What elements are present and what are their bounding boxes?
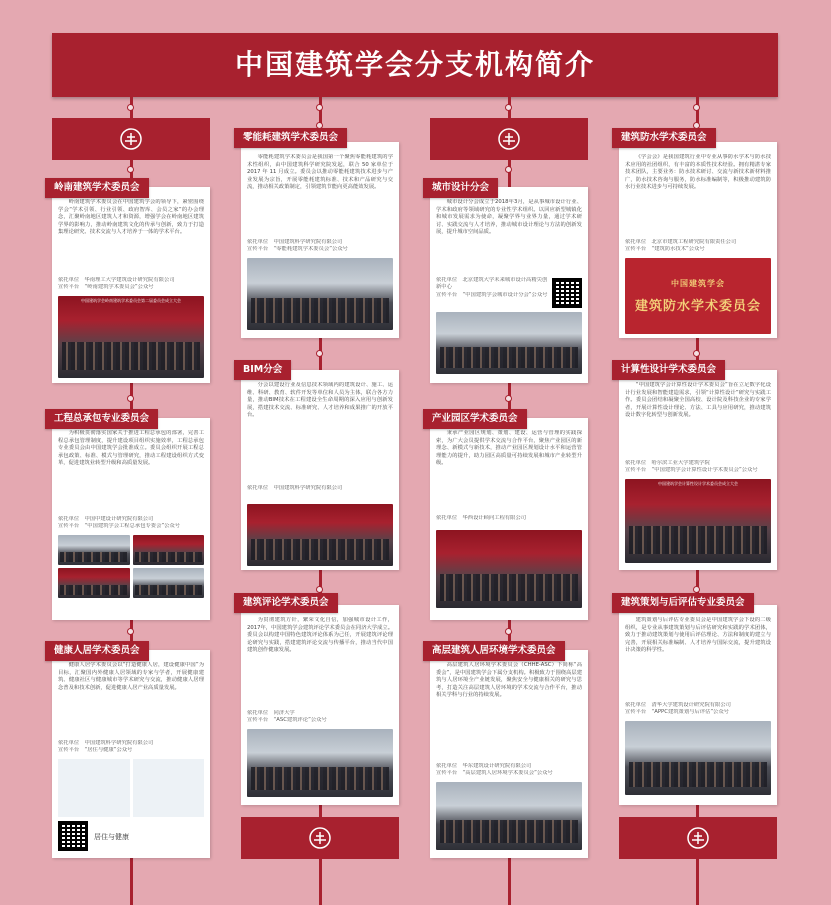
committee-title: 零能耗建筑学术委员会	[234, 128, 347, 148]
timeline-dot	[693, 586, 700, 593]
event-photo	[133, 535, 205, 565]
committee-card	[619, 370, 777, 570]
committee-card	[241, 605, 399, 805]
logo-box	[241, 817, 399, 859]
committee-description: 秉承产业园区规划、策划、建设、运营与管理的实践探索，为广大会员提供学术交流与合作平台，聚焦产业园区的新理念、新模式与新技术，推动产业园区规划设计水平和运营管理能力的提升，助力园区高质量可持续发展和城市产业转型升级。	[436, 430, 582, 467]
committee-sponsor: 依托单位 清华大学建筑设计研究院有限公司	[625, 702, 731, 708]
committee-description: 健康人居学术委员会以“打造健康人居，建设健康中国”为目标，汇聚国内外健康人居领域的专家与学者，开展健康建筑、健康社区与健康城市等学术研究与交流，推动健康人居理念普及和技术创新，促进健康人居产业高质量发展。	[58, 662, 204, 691]
timeline-dot	[505, 395, 512, 402]
committee-wechat: 宣传平台 “ASC建筑评论”公众号	[247, 717, 327, 724]
event-photo	[58, 568, 130, 598]
committee-title: 高层建筑人居环境学术委员会	[423, 641, 565, 661]
qr-code-icon	[552, 278, 582, 308]
group-photo	[625, 479, 771, 563]
group-photo	[247, 258, 393, 330]
qr-code-icon	[58, 821, 88, 851]
committee-title: 建筑防水学术委员会	[612, 128, 716, 148]
committee-wechat: 宣传平台 “中国建筑学会工程总承包专委会”公众号	[58, 523, 181, 530]
timeline-dot	[505, 104, 512, 111]
group-photo	[436, 530, 582, 608]
committee-title: 健康人居学术委员会	[45, 641, 149, 661]
committee-description: 为积极贯彻落实国家关于推进工程总承包的部署，完善工程总承包管理制度，提升建设项目组织实施效率，工程总承包专业委员会由中国建筑学会批准成立。委员会组织开展工程总承包政策、标准、模式与管理研究，推动工程建设组织方式变革，促进建筑业转型升级和高质量发展。	[58, 430, 204, 467]
committee-wechat: 宣传平台 “中国建筑学会城市设计分会”公众号	[436, 291, 548, 298]
society-logo-icon	[686, 826, 710, 850]
group-photo	[625, 721, 771, 795]
committee-card	[52, 418, 210, 620]
committee-card	[241, 142, 399, 338]
committee-card	[430, 418, 588, 620]
group-photo	[247, 729, 393, 797]
timeline-dot	[693, 350, 700, 357]
committee-wechat: 宣传平台 “APPC建筑策划与后评估”公众号	[625, 709, 729, 716]
committee-title: 建筑评论学术委员会	[234, 593, 338, 613]
group-photo	[436, 782, 582, 850]
committee-description: 为贯彻建筑方针，繁荣文化自信，加强城市设计工作，2017年，中国建筑学会建筑评论学术委员会在同济大学成立。委员会以构建中国特色建筑评论体系为己任，开展建筑评论理论研究与实践，搭建建筑评论交流与传播平台，推动当代中国建筑创作健康发展。	[247, 617, 393, 654]
committee-sponsor: 依托单位 北京建筑大学未来城市设计高精尖创新中心	[436, 277, 548, 291]
committee-description: 分会以建设行业及信息技术领域内的建筑设计、施工、运维、科研、教育、软件开发等单位和人员为主体，联合各方力量，推动BIM技术在工程建设全生命周期的深入应用与创新发展，搭建技术交流、标准研究、人才培养和成果推广的开放平台。	[247, 382, 393, 419]
event-photo	[133, 568, 205, 598]
society-logo-icon	[308, 826, 332, 850]
committee-description: 岭南建筑学术委员会在中国建筑学会的领导下，紧密围绕学会“学术引领、行业引领、政府智库、会员之家”的办会理念，汇聚岭南地区建筑人才和资源，增强学会在岭南地区建筑学界的影响力，推动岭南建筑文化的传承与创新，致力于打造集理论研究、技术交流与人才培养于一体的学术平台。	[58, 199, 204, 236]
page-title: 中国建筑学会分支机构简介	[52, 33, 778, 97]
committee-card	[430, 187, 588, 383]
logo-box	[52, 118, 210, 160]
committee-title: 岭南建筑学术委员会	[45, 178, 149, 198]
photo-grid	[58, 535, 204, 598]
timeline-dot	[316, 104, 323, 111]
committee-card	[52, 187, 210, 383]
info-poster	[58, 759, 130, 817]
committee-banner	[625, 258, 771, 334]
committee-wechat: 宣传平台 “建筑防水技术”公众号	[625, 246, 705, 253]
committee-sponsor: 依托单位 北京市建筑工程研究院有限责任公司	[625, 239, 737, 245]
committee-sponsor: 依托单位 中国建筑科学研究院有限公司	[247, 239, 343, 245]
committee-sponsor: 依托单位 中国建筑科学研究院有限公司	[58, 740, 154, 746]
committee-card	[430, 650, 588, 858]
committee-card	[619, 142, 777, 338]
committee-title: 产业园区学术委员会	[423, 409, 527, 429]
committee-sponsor: 依托单位 同济大学	[247, 710, 295, 716]
logo-box	[430, 118, 588, 160]
committee-sponsor: 依托单位 中国中建设计研究院有限公司	[58, 516, 154, 522]
committee-sponsor: 依托单位 哈尔滨工业大学建筑学院	[625, 460, 710, 466]
committee-description: 高层建筑人居环境学术委员会（CHHE-ASC）下简称“高委会”，是中国建筑学会下属分支机构。积极致力于围绕高层建筑与人居环境全产业链发展，聚焦安全与健康相关的研究与思考，打造关注高层建筑人居环境的学术交流与合作平台，推动相关学科与行业的持续发展。	[436, 662, 582, 699]
committee-sponsor: 依托单位 中国建筑科学研究院有限公司	[247, 485, 343, 491]
timeline-dot	[127, 628, 134, 635]
timeline-dot	[316, 350, 323, 357]
timeline-dot	[505, 166, 512, 173]
event-photo	[58, 535, 130, 565]
committee-title: 工程总承包专业委员会	[45, 409, 158, 429]
society-logo-icon	[497, 127, 521, 151]
society-logo-icon	[119, 127, 143, 151]
timeline-dot	[693, 104, 700, 111]
committee-title: 建筑策划与后评估专业委员会	[612, 593, 754, 613]
group-photo	[247, 504, 393, 566]
committee-sponsor: 依托单位 华南理工大学建筑设计研究院有限公司	[58, 277, 175, 283]
committee-wechat: 宣传平台 “零能耗建筑学术委员会”公众号	[247, 246, 348, 253]
banner-org-name: 中国建筑学会	[671, 278, 725, 288]
committee-wechat: 宣传平台 “中国建筑学会计算性设计学术委员会”公众号	[625, 467, 758, 474]
committee-wechat: 宣传平台 “高层建筑人居环境学术委员会”公众号	[436, 770, 553, 777]
committee-description: 《学会会》是我国建筑行业中专业从事防水学术与防水技术应用的社团组织，有丰富的本质性技术经验。拥有精湛专家技术团队，主要业务：防水技术研讨、交流与新技术新材料推广，防水技术咨询与服务，防水标准编制等，积极推动建筑防水行业技术进步与可持续发展。	[625, 154, 771, 191]
committee-card	[619, 605, 777, 805]
committee-card	[52, 650, 210, 858]
committee-wechat: 宣传平台 “居住与健康”公众号	[58, 747, 133, 754]
banner-committee-name: 建筑防水学术委员会	[634, 298, 761, 314]
info-poster	[133, 759, 205, 817]
timeline-dot	[505, 628, 512, 635]
committee-title: 城市设计分会	[423, 178, 498, 198]
committee-wechat: 宣传平台 “岭南建筑学术委员会”公众号	[58, 284, 154, 291]
photo-banner-text: 中国建筑学会计算性设计学术委员会成立大会	[658, 480, 738, 486]
committee-title: BIM分会	[234, 360, 291, 380]
logo-box	[619, 817, 777, 859]
committee-title: 计算性设计学术委员会	[612, 360, 725, 380]
committee-description: 零能耗建筑学术委员会是我国第一个聚焦零能耗建筑的学术性组织，由中国建筑科学研究院发起，联合 50 家单位于 2017 年 11 月成立。委员会以推动零能耗建筑技术进步与产业发展为宗旨，开展零能耗建筑标准、技术和产品研究与交流，推动相关政策制定，引领建筑节能向更高能效发展。	[247, 154, 393, 191]
committee-card	[241, 370, 399, 570]
group-photo	[436, 312, 582, 374]
timeline-dot	[127, 166, 134, 173]
wechat-account-title: 居住与健康	[94, 832, 129, 841]
timeline-dot	[127, 395, 134, 402]
committee-description: 建筑策划与后评估专业委员会是中国建筑学会下设的二级组织，是专业从事建筑策划与后评估研究和实践的学术团体，致力于推动建筑策划与使用后评估理论、方法和制度的建立与完善，开展相关标准编制、人才培养与国际交流，提升建筑设计决策的科学性。	[625, 617, 771, 654]
committee-sponsor: 依托单位 华西设计顾问工程有限公司	[436, 515, 527, 521]
photo-banner-text: 中国建筑学会岭南建筑学术委员会第二届委员会成立大会	[81, 297, 181, 303]
committee-description: 城市设计分会成立于2018年3月，是从事城市设计行业、学术和政府等领域研究的专业性学术组织。以回应新型城镇化和城市发展需求为使命，凝聚学界与业界力量，通过学术研讨、实践交流与人才培养，推动城市设计理论与方法的创新发展，提升城市空间品质。	[436, 199, 582, 236]
group-photo	[58, 296, 204, 378]
timeline-dot	[316, 586, 323, 593]
committee-sponsor: 依托单位 华东建筑设计研究院有限公司	[436, 763, 532, 769]
timeline-dot	[127, 104, 134, 111]
committee-description: “中国建筑学会计算性设计学术委员会”旨在立足数字化设计行业发展和智能建造需求，引领“计算性设计”研究与实践工作。委员会团结和凝聚全国高校、设计院及科技企业的专家学者，开展计算性设计理论、方法、工具与应用研究，推动建筑设计数字化转型与创新发展。	[625, 382, 771, 419]
